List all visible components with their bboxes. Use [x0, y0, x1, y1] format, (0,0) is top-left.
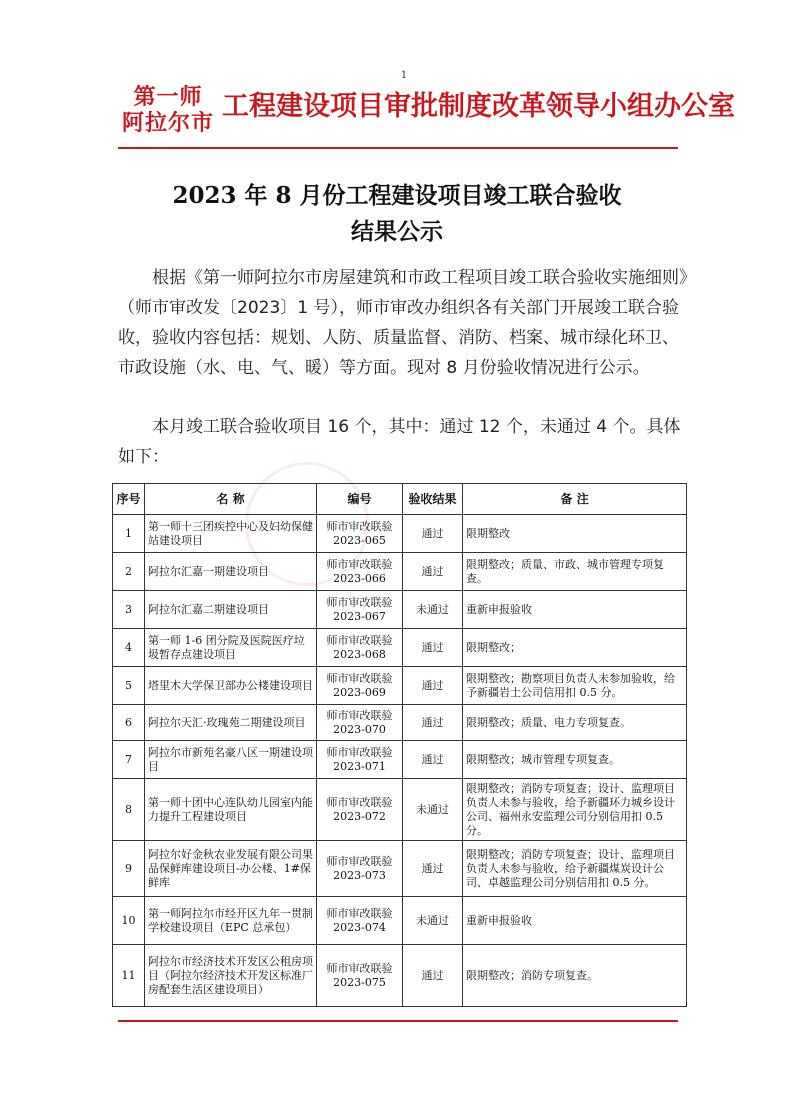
table-header-row: [113, 484, 687, 515]
row-code: 师市审改联验 2023-070: [317, 705, 403, 741]
row-result: 未通过: [403, 591, 463, 629]
row-project-name: 第一师十三团疾控中心及妇幼保健站建设项目: [145, 515, 317, 553]
header-code: 编号: [317, 484, 403, 515]
row-index: 8: [113, 779, 145, 841]
row-index: 2: [113, 553, 145, 591]
row-index: 10: [113, 897, 145, 945]
row-code: 师市审改联验 2023-066: [317, 553, 403, 591]
row-index: 4: [113, 629, 145, 667]
row-project-name: 第一师 1-6 团分院及医院医疗垃圾暂存点建设项目: [145, 629, 317, 667]
row-index: 6: [113, 705, 145, 741]
footer-red-rule: [118, 1020, 678, 1022]
row-note: 限期整改；勘察项目负责人未参加验收，给予新疆岩土公司信用扣 0.5 分。: [463, 667, 687, 705]
row-index: 5: [113, 667, 145, 705]
row-project-name: 塔里木大学保卫部办公楼建设项目: [145, 667, 317, 705]
row-index: 3: [113, 591, 145, 629]
row-code: 师市审改联验 2023-069: [317, 667, 403, 705]
row-result: 通过: [403, 741, 463, 779]
document-title-line1: 2023 年 8 月份工程建设项目竣工联合验收: [172, 182, 622, 209]
row-code: 师市审改联验 2023-075: [317, 945, 403, 1007]
row-index: 11: [113, 945, 145, 1007]
row-project-name: 阿拉尔好金秋农业发展有限公司果品保鲜库建设项目-办公楼、1#保鲜库: [145, 841, 317, 897]
row-index: 1: [113, 515, 145, 553]
row-code: 师市审改联验 2023-071: [317, 741, 403, 779]
table-row: [113, 629, 687, 667]
header-note: 备 注: [463, 484, 687, 515]
table-row: [113, 945, 687, 1007]
acceptance-results-table: [112, 483, 687, 1007]
row-note: 限期整改；城市管理专项复查。: [463, 741, 687, 779]
intro-paragraph: 根据《第一师阿拉尔市房屋建筑和市政工程项目竣工联合验收实施细则》（师市审改发〔2023〕1 号），师市审改办组织各有关部门开展竣工联合验收，验收内容包括：规划、人防、质量监督、消防、档案、城市绿化环卫、市政设施（水、电、气、暖）等方面。现对 8 月份验收情况进行公示。: [118, 268, 688, 378]
document-title-line2: 结果公示: [351, 218, 443, 245]
issuer-org-line2: 阿拉尔市: [121, 110, 214, 136]
table-row: [113, 591, 687, 629]
issuer-org-line1: 第一师: [133, 84, 203, 110]
row-note: 限期整改；质量、电力专项复查。: [463, 705, 687, 741]
document-title: [100, 178, 694, 250]
row-note: 限期整改；消防专项复查；设计、监理项目负责人未参与验收，给予新疆环力城乡设计公司、福州永安监理公司分别信用扣 0.5 分。: [463, 779, 687, 841]
row-result: 通过: [403, 705, 463, 741]
row-note: 重新申报验收: [463, 897, 687, 945]
row-project-name: 第一师阿拉尔市经开区九年一贯制学校建设项目（EPC 总承包）: [145, 897, 317, 945]
row-index: 9: [113, 841, 145, 897]
header-index: 序号: [113, 484, 145, 515]
row-result: 未通过: [403, 897, 463, 945]
row-result: 通过: [403, 667, 463, 705]
row-note: 限期整改: [463, 515, 687, 553]
header-red-rule: [118, 147, 678, 149]
row-result: 通过: [403, 515, 463, 553]
row-note: 重新申报验收: [463, 591, 687, 629]
table-row: [113, 841, 687, 897]
row-index: 7: [113, 741, 145, 779]
header-result: 验收结果: [403, 484, 463, 515]
row-project-name: 阿拉尔市经济技术开发区公租房项目（阿拉尔经济技术开发区标准厂房配套生活区建设项目）: [145, 945, 317, 1007]
issuer-org-name: [120, 84, 216, 136]
row-project-name: 阿拉尔市新苑名豪八区一期建设项目: [145, 741, 317, 779]
row-project-name: 阿拉尔汇嘉一期建设项目: [145, 553, 317, 591]
header-name: 名 称: [145, 484, 317, 515]
office-title: 工程建设项目审批制度改革领导小组办公室: [222, 91, 735, 122]
row-project-name: 第一师十团中心连队幼儿园室内能力提升工程建设项目: [145, 779, 317, 841]
row-code: 师市审改联验 2023-073: [317, 841, 403, 897]
page-number: 1: [400, 70, 408, 81]
row-result: 通过: [403, 945, 463, 1007]
row-note: 限期整改；: [463, 629, 687, 667]
row-code: 师市审改联验 2023-072: [317, 779, 403, 841]
summary-paragraph: 本月竣工联合验收项目 16 个，其中：通过 12 个，未通过 4 个。具体如下：: [118, 417, 681, 467]
row-note: 限期整改；消防专项复查；设计、监理项目负责人未参与验收，给予新疆煤炭设计公司、卓越监理公司分别信用扣 0.5 分。: [463, 841, 687, 897]
row-code: 师市审改联验 2023-074: [317, 897, 403, 945]
table-row: [113, 667, 687, 705]
row-note: 限期整改；消防专项复查。: [463, 945, 687, 1007]
table-row: [113, 741, 687, 779]
row-result: 通过: [403, 553, 463, 591]
row-project-name: 阿拉尔汇嘉二期建设项目: [145, 591, 317, 629]
row-result: 未通过: [403, 779, 463, 841]
row-result: 通过: [403, 841, 463, 897]
table-row: [113, 705, 687, 741]
row-code: 师市审改联验 2023-065: [317, 515, 403, 553]
row-code: 师市审改联验 2023-068: [317, 629, 403, 667]
table-row: [113, 779, 687, 841]
row-project-name: 阿拉尔天汇·玫瑰苑二期建设项目: [145, 705, 317, 741]
table-row: [113, 897, 687, 945]
row-note: 限期整改；质量、市政、城市管理专项复查。: [463, 553, 687, 591]
table-row: [113, 515, 687, 553]
table-row: [113, 553, 687, 591]
row-code: 师市审改联验 2023-067: [317, 591, 403, 629]
row-result: 通过: [403, 629, 463, 667]
